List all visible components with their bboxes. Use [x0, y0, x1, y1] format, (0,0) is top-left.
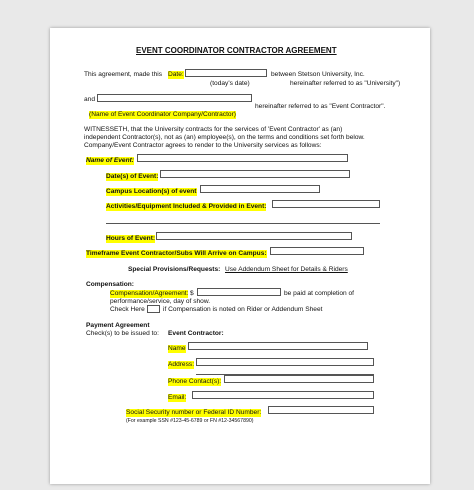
- compensation-paid-text: be paid at completion of: [284, 290, 355, 297]
- hours-input[interactable]: [156, 232, 352, 240]
- hereinafter-university: hereinafter referred to as "University"): [290, 80, 401, 87]
- event-contractor-label: Event Contractor:: [168, 330, 224, 337]
- compensation-agreement-label: Compensation/Agreement:: [110, 290, 189, 297]
- activities-label: Activities/Equipment Included & Provided in Event:: [106, 203, 267, 210]
- check-here-label: Check Here: [110, 306, 145, 313]
- witness-line-3: Company/Event Contractor agrees to render to the University services as follows:: [84, 142, 322, 149]
- campus-location-input[interactable]: [200, 185, 320, 193]
- payee-phone-input[interactable]: [224, 375, 374, 383]
- compensation-performance-text: performance/service, day of show.: [110, 298, 211, 305]
- dates-of-event-label: Date(s) of Event:: [106, 173, 159, 180]
- name-of-event-label: Name of Event:: [86, 157, 134, 164]
- payee-address-input[interactable]: [196, 358, 374, 366]
- witness-line-1: WITNESSETH, that the University contracts for the services of 'Event Contractor' as (an): [84, 126, 343, 133]
- ssn-example: (For example SSN #123-45-6789 or FN #12-34567890): [126, 418, 254, 424]
- compensation-heading: Compensation:: [86, 281, 134, 288]
- timeframe-input[interactable]: [270, 247, 364, 255]
- activities-input[interactable]: [272, 200, 380, 208]
- special-provisions-label: Special Provisions/Requests:: [128, 266, 221, 273]
- ssn-label: Social Security number or Federal ID Number:: [126, 409, 262, 416]
- campus-location-label: Campus Location(s) of event: [106, 188, 197, 195]
- payee-email-label: Email:: [168, 394, 187, 401]
- check-here-note: if Compensation is noted on Rider or Addendum Sheet: [163, 306, 323, 313]
- hours-label: Hours of Event:: [106, 235, 156, 242]
- page-title: EVENT COORDINATOR CONTRACTOR AGREEMENT: [136, 46, 337, 55]
- check-here-checkbox[interactable]: [147, 305, 160, 313]
- company-name-input[interactable]: [97, 94, 252, 102]
- payee-address-label: Address:: [168, 361, 195, 368]
- ssn-input[interactable]: [268, 406, 374, 414]
- special-provisions-value: Use Addendum Sheet for Details & Riders: [225, 266, 348, 273]
- payment-heading: Payment Agreement: [86, 322, 150, 329]
- and-label: and: [84, 96, 96, 103]
- dates-of-event-input[interactable]: [160, 170, 350, 178]
- date-label: Date:: [168, 71, 184, 78]
- todays-date-hint: (today's date): [210, 80, 250, 87]
- payee-address-line-2[interactable]: [196, 368, 374, 375]
- hereinafter-contractor: hereinafter referred to as "Event Contractor".: [255, 103, 386, 110]
- payee-name-input[interactable]: [188, 342, 368, 350]
- name-of-event-input[interactable]: [137, 154, 348, 162]
- witness-line-2: independent Contractor(s), not as (an) employee(s), on the terms and conditions set forth below.: [84, 134, 365, 141]
- compensation-amount-input[interactable]: [197, 288, 281, 296]
- payee-email-input[interactable]: [192, 391, 374, 399]
- between-text: between Stetson University, Inc.: [271, 71, 365, 78]
- activities-line-2[interactable]: [106, 216, 380, 224]
- date-input[interactable]: [185, 69, 267, 77]
- agreement-page: [50, 28, 430, 484]
- payee-name-label: Name: [168, 345, 186, 352]
- payee-phone-label: Phone Contact(s):: [168, 378, 222, 385]
- compensation-dollar-sign: $: [190, 290, 194, 297]
- intro-text: This agreement, made this: [84, 71, 163, 78]
- check-issued-label: Check(s) to be issued to:: [86, 330, 159, 337]
- timeframe-label: Timeframe Event Contractor/Subs Will Arrive on Campus:: [86, 250, 267, 257]
- company-name-hint: (Name of Event Coordinator Company/Contractor): [89, 111, 236, 118]
